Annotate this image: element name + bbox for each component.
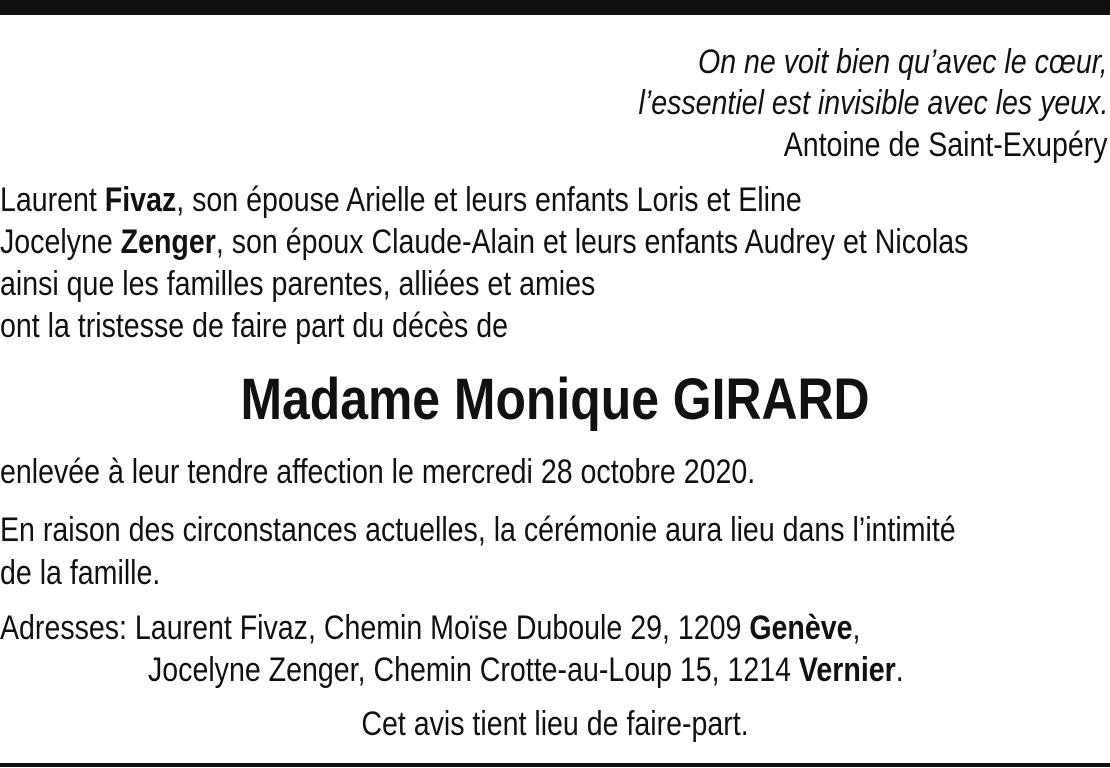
quote-line-1: On ne voit bien qu’avec le cœur, [698, 43, 1108, 81]
bottom-border-rule [0, 763, 1110, 767]
family-line-2-post: , son époux Claude-Alain et leurs enfants Audrey et Nicolas [215, 223, 969, 261]
ceremony-line-1: En raison des circonstances actuelles, la cérémonie aura lieu dans l’intimité [0, 511, 956, 549]
address-1-city: Genève [749, 609, 853, 647]
address-line-1 [0, 608, 860, 648]
address-2-city: Vernier [798, 651, 896, 689]
family-line-4: ont la tristesse de faire part du décès de [0, 307, 509, 345]
death-line: enlevée à leur tendre affection le mercredi 28 octobre 2020. [0, 453, 756, 491]
closing-note: Cet avis tient lieu de faire-part. [361, 705, 749, 743]
address-line-2 [148, 650, 904, 690]
address-2-end: . [895, 651, 904, 689]
address-label: Adresses: [0, 609, 135, 647]
quote-author: Antoine de Saint-Exupéry [784, 126, 1108, 164]
address-2-text: Jocelyne Zenger, Chemin Crotte-au-Loup 15, 1214 [148, 651, 799, 689]
address-1-text: Laurent Fivaz, Chemin Moïse Duboule 29, 1209 [134, 609, 750, 647]
ceremony-line-2: de la famille. [0, 554, 161, 592]
family-line-3: ainsi que les familles parentes, alliées et amies [0, 265, 596, 303]
family-line-1-surname: Fivaz [104, 181, 177, 219]
deceased-name: Madame Monique GIRARD [240, 367, 870, 432]
family-line-1 [0, 180, 802, 220]
family-line-2 [0, 222, 968, 262]
address-1-end: , [852, 609, 861, 647]
quote-line-2: l’essentiel est invisible avec les yeux. [638, 84, 1108, 122]
family-line-2-surname: Zenger [120, 223, 216, 261]
family-line-1-pre: Laurent [0, 181, 105, 219]
top-border-rule [0, 0, 1110, 15]
family-line-1-post: , son épouse Arielle et leurs enfants Loris et Eline [176, 181, 802, 219]
family-line-2-pre: Jocelyne [0, 223, 121, 261]
